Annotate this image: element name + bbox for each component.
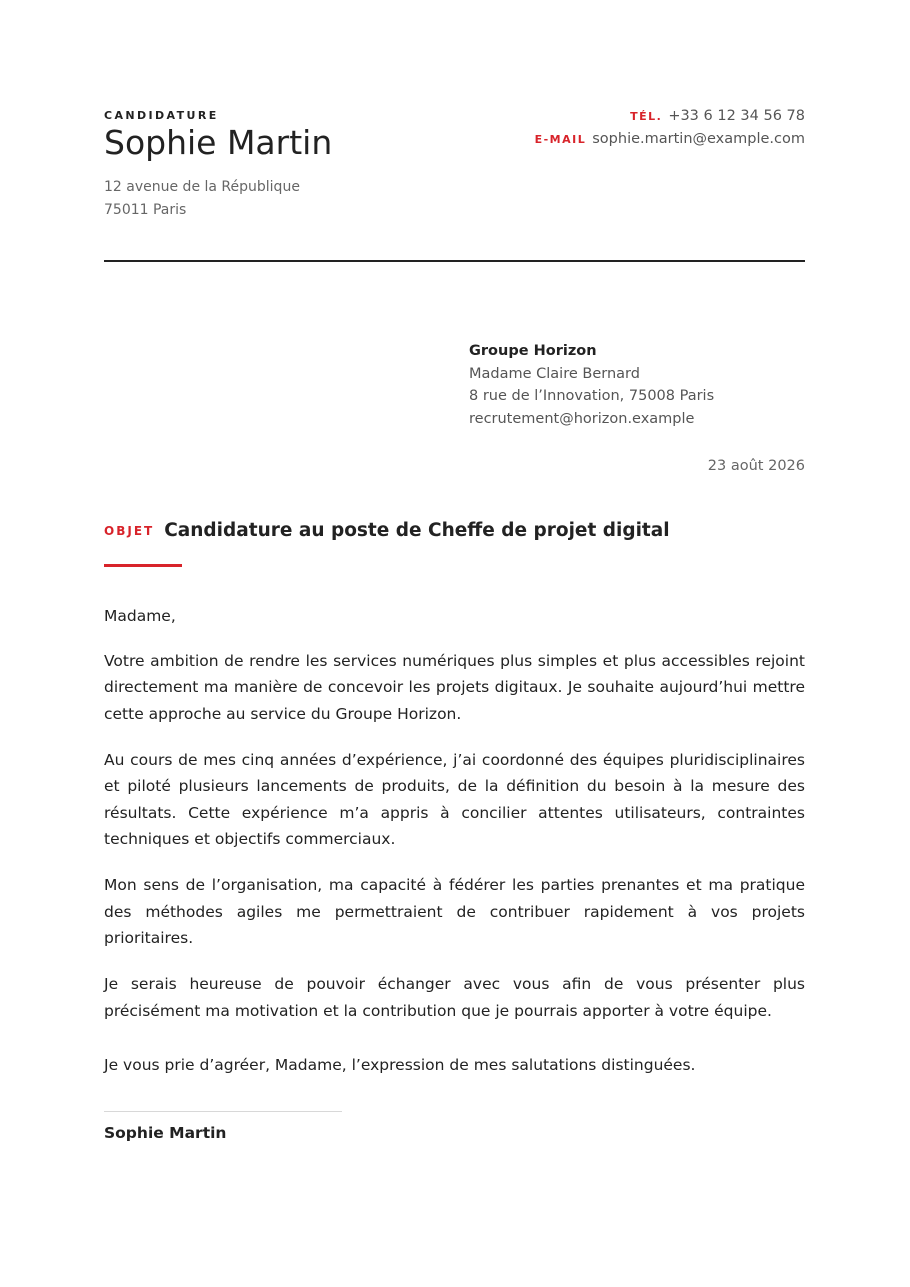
body-paragraph: Je serais heureuse de pouvoir échanger avec vous afin de vous présenter plus précisément ma motivation et la contribution que je pourrais apporter à votre équipe. xyxy=(104,975,805,1020)
sender-address-line1: 12 avenue de la République xyxy=(104,179,300,195)
signature-name: Sophie Martin xyxy=(104,1124,227,1142)
subject-underline xyxy=(104,564,182,567)
email-value: sophie.martin@example.com xyxy=(592,131,805,147)
letter-date: 23 août 2026 xyxy=(707,458,805,474)
subject-label: OBJET xyxy=(104,524,155,538)
body-paragraph: Mon sens de l’organisation, ma capacité à fédérer les parties prenantes et ma pratique des méthodes agiles me permettraient de contribuer rapidement à vos projets prioritaires. xyxy=(104,876,805,947)
letter-page xyxy=(104,0,805,1287)
header-eyebrow: CANDIDATURE xyxy=(104,109,219,122)
phone-value: +33 6 12 34 56 78 xyxy=(668,108,805,124)
sender-address xyxy=(104,176,300,222)
sender-address-line2: 75011 Paris xyxy=(104,202,187,218)
phone-label: TÉL. xyxy=(630,110,663,123)
letter-body xyxy=(104,603,805,1044)
phone-row xyxy=(535,105,805,128)
body-paragraph: Au cours de mes cinq années d’expérience, j’ai coordonné des équipes pluridisciplinaires et piloté plusieurs lancements de produits, de la définition du besoin à la mesure des résultats. Cette expérience m’a appris à concilier attentes utilisateurs, contraintes techniques et objectifs commerciaux. xyxy=(104,750,805,848)
recipient-company: Groupe Horizon xyxy=(469,343,597,359)
header-divider xyxy=(104,260,805,262)
closing-formula: Je vous prie d’agréer, Madame, l’expression de mes salutations distinguées. xyxy=(104,1056,696,1074)
email-row xyxy=(535,128,805,151)
email-label: E-MAIL xyxy=(534,133,587,146)
recipient-email: recrutement@horizon.example xyxy=(469,410,695,427)
signature-divider xyxy=(104,1111,342,1112)
recipient-contact: Madame Claire Bernard xyxy=(469,365,640,382)
salutation: Madame, xyxy=(104,607,176,625)
sender-name: Sophie Martin xyxy=(104,123,333,162)
body-paragraph: Votre ambition de rendre les services numériques plus simples et plus accessibles rejoint directement ma manière de concevoir les projets digitaux. Je souhaite aujourd’hui mettre cette approche au service du Groupe Horizon. xyxy=(104,651,805,723)
subject-text: Candidature au poste de Cheffe de projet digital xyxy=(164,520,670,541)
letter-header xyxy=(104,100,805,250)
subject-line xyxy=(104,520,805,541)
recipient-address: 8 rue de l’Innovation, 75008 Paris xyxy=(469,388,715,404)
recipient-block xyxy=(469,340,714,430)
sender-contact xyxy=(535,105,805,151)
